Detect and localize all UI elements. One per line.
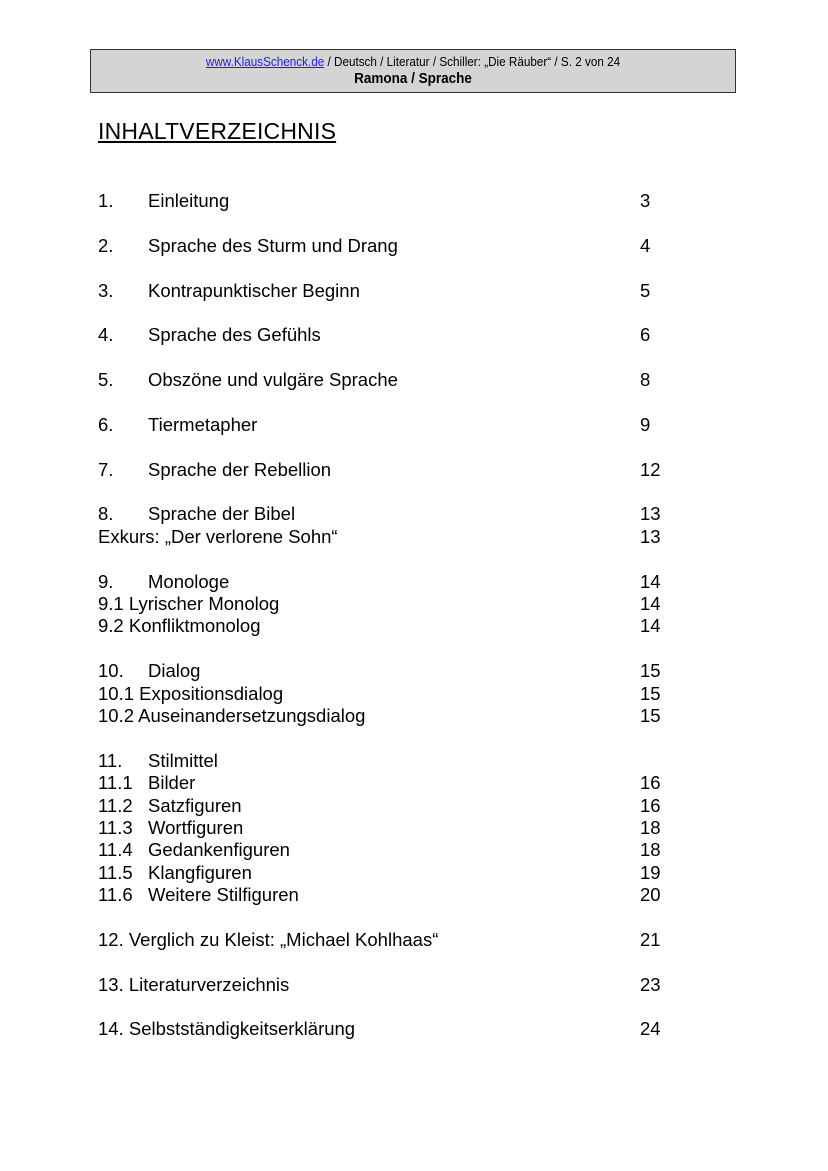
- toc-number: 10.: [98, 660, 124, 682]
- toc-label: Sprache des Sturm und Drang: [148, 234, 398, 256]
- site-link[interactable]: www.KlausSchenck.de: [205, 54, 325, 69]
- toc-page: 24: [640, 1018, 661, 1040]
- toc-label: Exkurs: „Der verlorene Sohn“: [98, 525, 338, 547]
- toc-label: Dialog: [148, 660, 201, 682]
- toc-number: 8.: [98, 503, 114, 525]
- toc-page: 14: [640, 615, 661, 637]
- toc-page: 9: [640, 413, 651, 435]
- table-of-contents: [98, 190, 668, 1041]
- toc-number: 6.: [98, 413, 114, 435]
- toc-entry: [98, 615, 668, 637]
- toc-label: Klangfiguren: [148, 861, 252, 883]
- toc-page: 14: [640, 570, 661, 592]
- toc-page: 18: [640, 839, 661, 861]
- toc-page: 6: [640, 324, 651, 346]
- toc-page: 21: [640, 928, 661, 950]
- toc-entry: [98, 414, 668, 436]
- toc-number: 4.: [98, 324, 114, 346]
- toc-label: 10.2 Auseinandersetzungsdialog: [98, 704, 366, 726]
- toc-label: Monologe: [148, 570, 230, 592]
- toc-label: Stilmittel: [148, 749, 218, 771]
- toc-page: 16: [640, 794, 661, 816]
- toc-label: 9.1 Lyrischer Monolog: [98, 593, 280, 615]
- toc-page: 15: [640, 660, 661, 682]
- toc-title: INHALTVERZEICHNIS: [98, 118, 337, 144]
- toc-entry: [98, 660, 668, 682]
- toc-entry: [98, 280, 668, 302]
- toc-page: 13: [640, 525, 661, 547]
- toc-page: 16: [640, 772, 661, 794]
- toc-page: 15: [640, 682, 661, 704]
- toc-number: 11.6: [98, 884, 133, 906]
- toc-entry: [98, 235, 668, 257]
- toc-page: 3: [640, 190, 651, 211]
- toc-entry: [98, 503, 668, 525]
- toc-entry: [98, 190, 668, 212]
- toc-entry: [98, 862, 668, 884]
- toc-label: 9.2 Konfliktmonolog: [98, 615, 261, 637]
- toc-page: 8: [640, 369, 651, 391]
- toc-number: 9.: [98, 570, 114, 592]
- toc-number: 11.4: [98, 839, 133, 861]
- toc-entry: [98, 459, 668, 481]
- toc-label: Gedankenfiguren: [148, 839, 290, 861]
- toc-entry: [98, 683, 668, 705]
- toc-label: Wortfiguren: [148, 816, 244, 838]
- toc-page: 15: [640, 704, 661, 726]
- toc-entry: [98, 974, 668, 996]
- toc-label: 12. Verglich zu Kleist: „Michael Kohlhaas“: [98, 928, 439, 950]
- toc-number: 1.: [98, 190, 114, 211]
- header-subtitle: Ramona / Sprache: [354, 70, 472, 87]
- toc-number: 2.: [98, 234, 114, 256]
- toc-entry: [98, 705, 668, 727]
- toc-entry: [98, 324, 668, 346]
- toc-entry: [98, 839, 668, 861]
- toc-entry: [98, 593, 668, 615]
- toc-page: 13: [640, 503, 661, 525]
- toc-number: 3.: [98, 279, 114, 301]
- toc-number: 11.5: [98, 861, 133, 883]
- toc-label: Einleitung: [148, 190, 230, 211]
- toc-label: 10.1 Expositionsdialog: [98, 682, 284, 704]
- toc-entry: [98, 526, 668, 548]
- toc-label: Weitere Stilfiguren: [148, 884, 299, 906]
- toc-number: 11.: [98, 749, 123, 771]
- toc-page: 19: [640, 861, 661, 883]
- header-breadcrumb: / Deutsch / Literatur / Schiller: „Die Räuber“ / S. 2 von 24: [324, 54, 621, 69]
- page-header: [90, 49, 736, 93]
- toc-entry: [98, 369, 668, 391]
- toc-page: 14: [640, 593, 661, 615]
- toc-label: 14. Selbstständigkeitserklärung: [98, 1018, 356, 1040]
- toc-label: Sprache der Bibel: [148, 503, 296, 525]
- toc-entry: [98, 884, 668, 906]
- toc-page: 20: [640, 884, 661, 906]
- toc-label: Sprache des Gefühls: [148, 324, 321, 346]
- toc-entry: [98, 750, 668, 772]
- toc-number: 11.2: [98, 794, 133, 816]
- toc-entry: [98, 817, 668, 839]
- toc-label: Obszöne und vulgäre Sprache: [148, 369, 398, 391]
- toc-page: 18: [640, 816, 661, 838]
- toc-page: 4: [640, 234, 651, 256]
- toc-entry: [98, 772, 668, 794]
- toc-entry: [98, 1018, 668, 1040]
- toc-entry: [98, 571, 668, 593]
- toc-label: Tiermetapher: [148, 413, 258, 435]
- toc-label: Satzfiguren: [148, 794, 242, 816]
- toc-number: 7.: [98, 458, 114, 480]
- toc-page: 12: [640, 458, 661, 480]
- toc-page: 23: [640, 973, 661, 995]
- toc-entry: [98, 929, 668, 951]
- toc-label: Kontrapunktischer Beginn: [148, 279, 360, 301]
- header-line: [123, 54, 703, 70]
- toc-label: 13. Literaturverzeichnis: [98, 973, 290, 995]
- toc-number: 11.3: [98, 816, 133, 838]
- toc-label: Sprache der Rebellion: [148, 458, 332, 480]
- toc-entry: [98, 795, 668, 817]
- toc-label: Bilder: [148, 772, 196, 794]
- toc-page: 5: [640, 279, 651, 301]
- toc-number: 5.: [98, 369, 114, 391]
- toc-number: 11.1: [98, 772, 133, 794]
